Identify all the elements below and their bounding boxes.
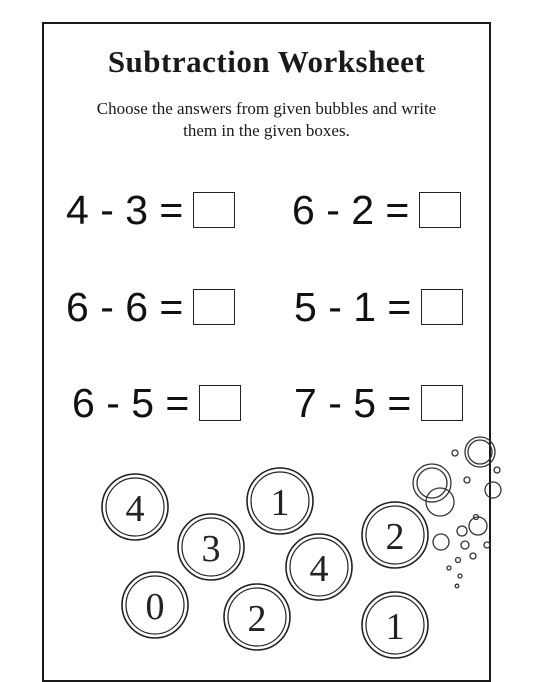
- instructions-line-2: them in the given boxes.: [183, 121, 350, 140]
- problem-6-expression: 7 - 5 =: [294, 379, 412, 426]
- problem-4-expression: 5 - 1 =: [294, 283, 412, 330]
- answer-bubble-4-number: 2: [385, 516, 405, 558]
- answer-bubble-8[interactable]: [362, 592, 428, 658]
- answer-bubble-3-number: 3: [201, 528, 221, 570]
- answer-bubble-7-number: 2: [247, 598, 267, 640]
- answer-bubble-2[interactable]: [247, 468, 313, 534]
- answer-bubble-3[interactable]: [178, 514, 244, 580]
- decorative-bubbles: [413, 437, 501, 588]
- answer-bubble-4[interactable]: [362, 502, 428, 568]
- problem-2-expression: 6 - 2 =: [292, 186, 410, 233]
- problem-3-expression: 6 - 6 =: [66, 283, 184, 330]
- answer-bubble-1[interactable]: [102, 474, 168, 540]
- answer-bubble-1-number: 4: [125, 488, 145, 530]
- answer-bubble-2-number: 1: [270, 482, 290, 524]
- problem-5-expression: 6 - 5 =: [72, 379, 190, 426]
- instructions-line-1: Choose the answers from given bubbles and write: [96, 99, 437, 118]
- answer-bubble-6-number: 0: [145, 586, 165, 628]
- answer-bubble-6[interactable]: [122, 572, 188, 638]
- problem-1-expression: 4 - 3 =: [66, 186, 184, 233]
- page-title: Subtraction Worksheet: [107, 44, 426, 79]
- answer-bubble-5[interactable]: [286, 534, 352, 600]
- answer-bubble-7[interactable]: [224, 584, 290, 650]
- answer-bubble-8-number: 1: [385, 606, 405, 648]
- answer-bubble-5-number: 4: [309, 548, 329, 590]
